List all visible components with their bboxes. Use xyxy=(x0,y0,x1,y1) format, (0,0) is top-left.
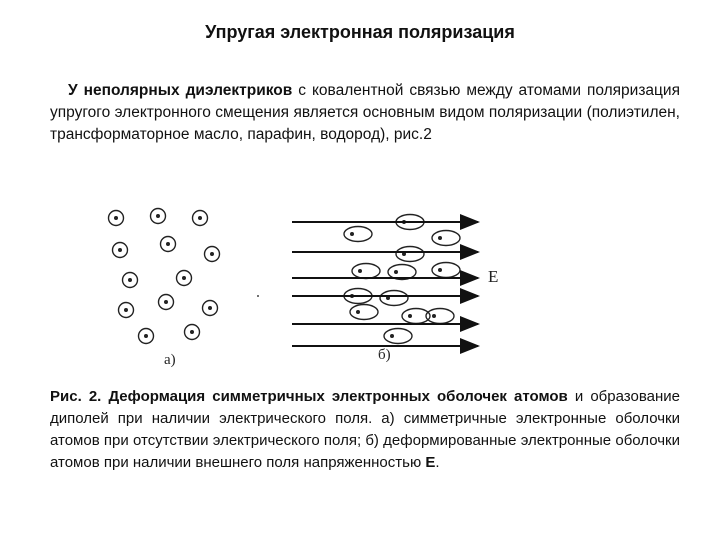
atom-nucleus xyxy=(128,278,132,282)
deformed-atom-shell xyxy=(432,231,460,246)
atom-nucleus xyxy=(166,242,170,246)
atom-nucleus xyxy=(438,236,442,240)
panel-a-symmetric-atoms xyxy=(109,209,260,344)
deformed-atom-shell xyxy=(384,329,412,344)
atom-nucleus xyxy=(408,314,412,318)
atom-nucleus xyxy=(390,334,394,338)
deformed-atom-shell xyxy=(344,227,372,242)
atom-nucleus xyxy=(432,314,436,318)
atom-nucleus xyxy=(164,300,168,304)
atom-nucleus xyxy=(118,248,122,252)
slide-title: Упругая электронная поляризация xyxy=(205,22,515,42)
field-e-label: E xyxy=(488,267,499,286)
atom-nucleus xyxy=(144,334,148,338)
caption-text: и образование диполей при наличии электрического поля. а) симметричные электронные оболочки атомов при отсутствии электрического поля; б) деформированные электронные оболочки атомов при наличии внешнего поля напряженностью xyxy=(50,388,680,471)
figure-caption xyxy=(50,386,680,474)
caption-lead: Рис. 2. xyxy=(50,388,102,405)
figure-2 xyxy=(96,196,656,371)
polarization-diagram xyxy=(96,196,656,371)
atom-nucleus xyxy=(124,308,128,312)
stray-dot xyxy=(257,295,259,297)
deformed-atom-shell xyxy=(352,264,380,279)
atom-nucleus xyxy=(356,310,360,314)
caption-end: . xyxy=(435,454,440,471)
deformed-atom-shell xyxy=(432,263,460,278)
panel-a-label: а) xyxy=(164,352,176,368)
deformed-atom-shell xyxy=(380,291,408,306)
panel-b-label: б) xyxy=(378,347,391,363)
caption-field-symbol: Е xyxy=(425,454,436,471)
atom-nucleus xyxy=(198,216,202,220)
atom-nucleus xyxy=(182,276,186,280)
field-lines xyxy=(292,222,478,346)
deformed-atom-shell xyxy=(350,305,378,320)
atom-nucleus xyxy=(156,214,160,218)
atom-nucleus xyxy=(114,216,118,220)
atom-nucleus xyxy=(358,269,362,273)
atom-nucleus xyxy=(208,306,212,310)
deformed-atom-shell xyxy=(396,247,424,262)
caption-bold-text: Деформация симметричных электронных оболочек атомов xyxy=(101,388,568,405)
intro-bold-lead: У неполярных диэлектриков xyxy=(68,82,293,99)
intro-paragraph xyxy=(50,80,680,146)
atom-nucleus xyxy=(438,268,442,272)
atom-nucleus xyxy=(190,330,194,334)
atom-nucleus xyxy=(394,270,398,274)
atom-nucleus xyxy=(350,232,354,236)
atom-nucleus xyxy=(210,252,214,256)
intro-text: с ковалентной связью между атомами поляризация упругого электронного смещения является основным видом поляризации (полиэтилен, трансформаторное масло, парафин, водород), рис.2 xyxy=(50,82,680,143)
